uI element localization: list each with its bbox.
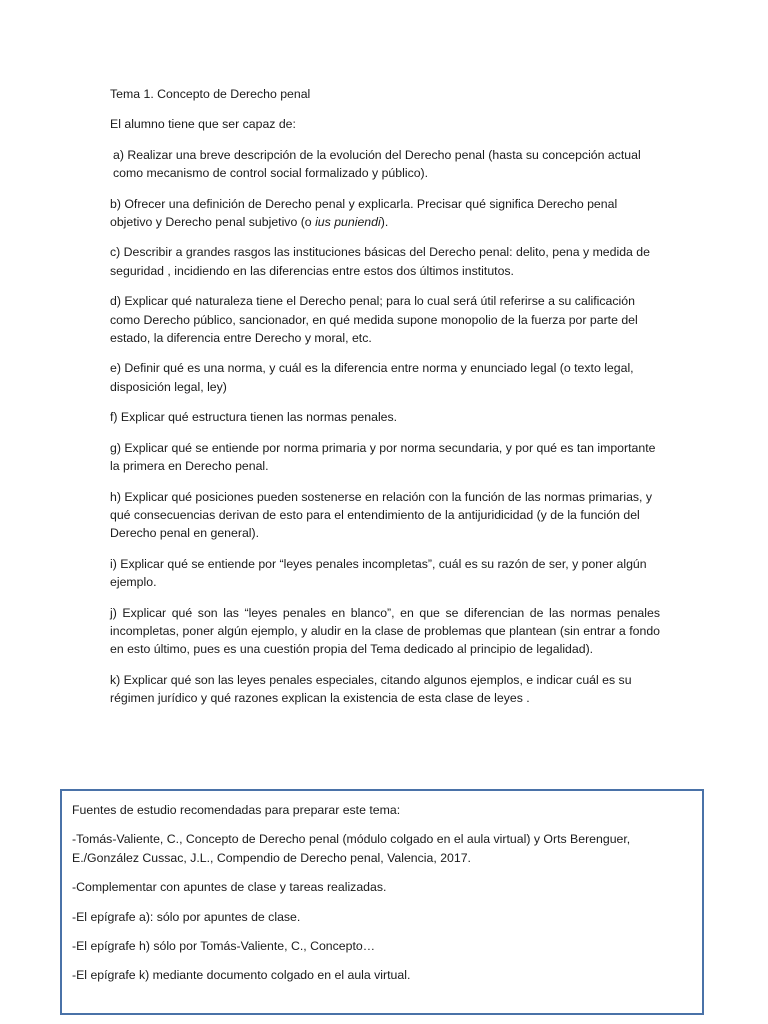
objective-item-k: k) Explicar qué son las leyes penales especiales, citando algunos ejemplos, e indicar cuál es su régimen jurídico y qué razones explican la existencia de esta clase de leyes . — [110, 672, 632, 706]
objective-item-d: d) Explicar qué naturaleza tiene el Derecho penal; para lo cual será útil referirse a su calificación como Derecho público, sancionador, en qué medida supone monopolio de la fuerza por parte del estado, la diferencia entre Derecho y moral, etc. — [110, 294, 638, 346]
source-line: -El epígrafe a): sólo por apuntes de clase. — [72, 909, 301, 924]
objective-item-b — [110, 195, 660, 232]
source-line: -El epígrafe k) mediante documento colgado en el aula virtual. — [72, 968, 411, 983]
objective-item-b-text: b) Ofrecer una definición de Derecho penal y explicarla. Precisar qué significa Derecho penal objetivo y Derecho penal subjetivo (o — [110, 196, 618, 230]
topic-title: Tema 1. Concepto de Derecho penal — [110, 87, 311, 101]
objective-item-f: f) Explicar qué estructura tienen las normas penales. — [110, 410, 398, 425]
syllabus-content — [110, 85, 660, 720]
objective-item-b-italic: ius puniendi — [315, 215, 381, 230]
objective-item-a: a) Realizar una breve descripción de la evolución del Derecho penal (hasta su concepción actual como mecanismo de control social formalizado y público). — [113, 147, 641, 181]
objective-item-b-end: ). — [380, 215, 389, 230]
study-sources-box — [60, 789, 704, 1015]
objective-item-c: c) Describir a grandes rasgos las instituciones básicas del Derecho penal: delito, pena y medida de seguridad , incidiendo en las diferencias entre estos dos últimos institutos. — [110, 245, 650, 278]
objective-item-h: h) Explicar qué posiciones pueden sostenerse en relación con la función de las normas primarias, y qué consecuencias derivan de esto para el entendimiento de la antijuridicidad (y de la función del Derecho penal en general). — [110, 489, 653, 541]
objective-item-g: g) Explicar qué se entiende por norma primaria y por norma secundaria, y por qué es tan importante la primera en Derecho penal. — [110, 440, 656, 474]
source-line: -Tomás-Valiente, C., Concepto de Derecho penal (módulo colgado en el aula virtual) y Orts Berenguer, E./González Cussac, J.L., Compendio de Derecho penal, Valencia, 2017. — [72, 832, 631, 865]
sources-heading: Fuentes de estudio recomendadas para preparar este tema: — [72, 803, 401, 817]
intro-text: El alumno tiene que ser capaz de: — [110, 117, 296, 132]
source-line: -Complementar con apuntes de clase y tareas realizadas. — [72, 880, 387, 895]
source-line: -El epígrafe h) sólo por Tomás-Valiente, C., Concepto… — [72, 939, 376, 954]
objective-item-i: i) Explicar qué se entiende por “leyes penales incompletas”, cuál es su razón de ser, y poner algún ejemplo. — [110, 556, 647, 590]
objective-item-e: e) Definir qué es una norma, y cuál es la diferencia entre norma y enunciado legal (o texto legal, disposición legal, ley) — [110, 361, 634, 394]
objective-item-j: j) Explicar qué son las “leyes penales en blanco”, en que se diferencian de las normas penales incompletas, poner algún ejemplo, y aludir en la clase de problemas que plantean (sin entrar a fondo en esto último, pues es una cuestión propia del Tema dedicado al principio de legalidad). — [110, 605, 660, 657]
